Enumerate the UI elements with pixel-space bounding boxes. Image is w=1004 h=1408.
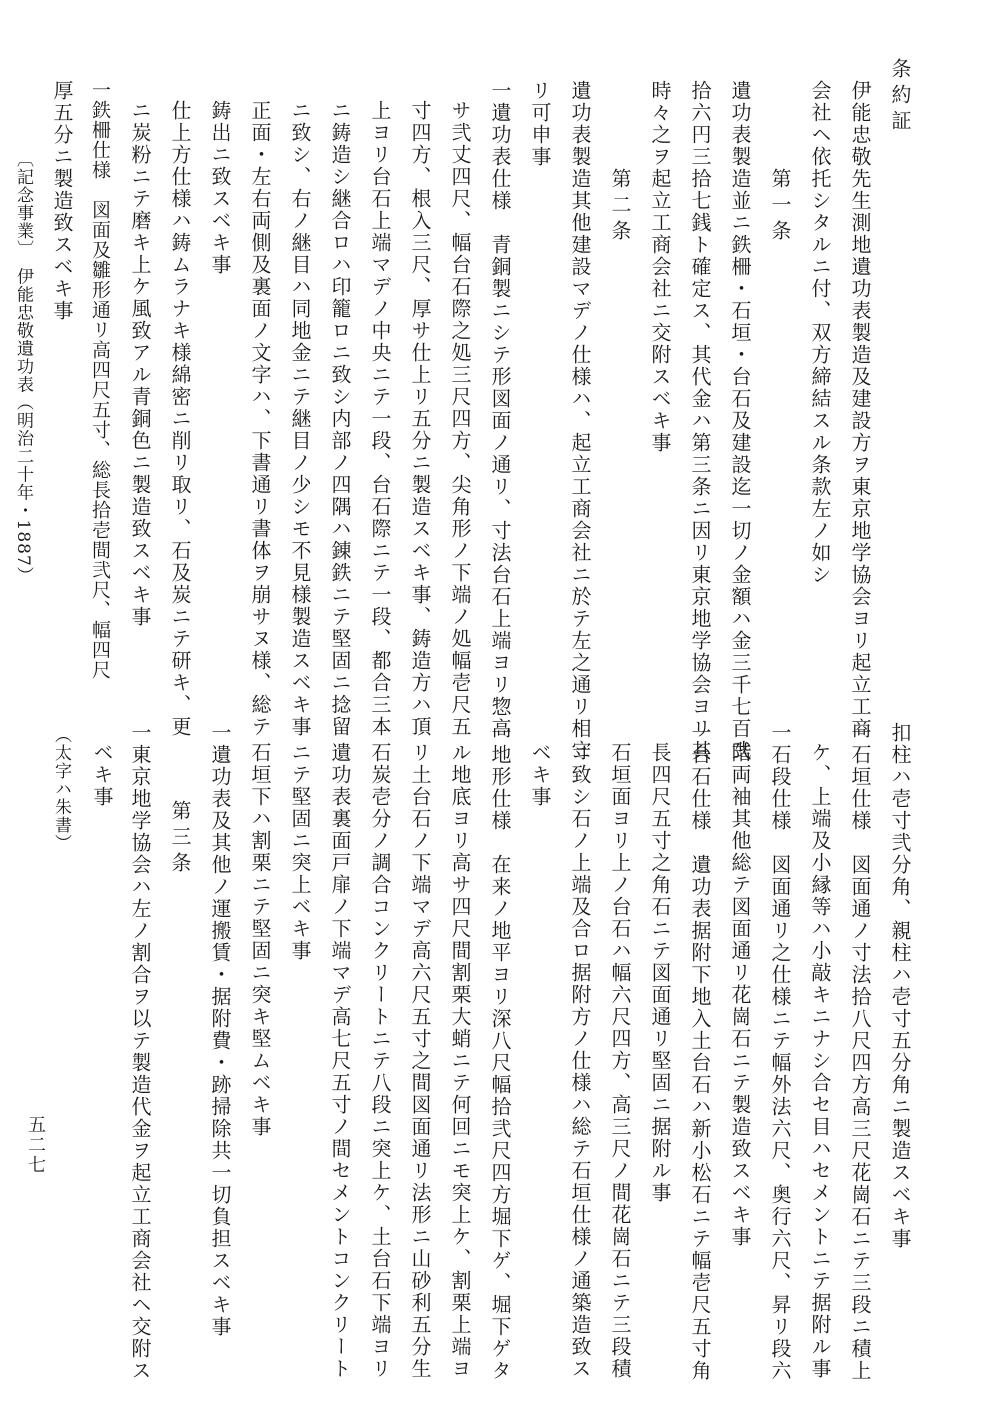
text-column: 一台石仕様 遺功表据附下地入土台石ハ新小松石ニテ幅壱尺五寸角: [688, 722, 712, 1382]
text-column: 会社ヘ依托シタルニ付、双方締結スル条款左ノ如シ: [808, 80, 832, 586]
article-heading: 第三条: [168, 800, 192, 878]
text-column: 伊能忠敬先生測地遺功表製造及建設方ヲ東京地学協会ヨリ起立工商: [848, 80, 872, 740]
text-column: ニ致シ、右ノ継目ハ同地金ニテ継目ノ少シモ不見様製造スベキ事: [288, 100, 312, 738]
text-column: ニ致シ石ノ上端及合ロ据附方ノ仕様ハ総テ石垣仕様ノ通築造致ス: [568, 742, 592, 1380]
text-column: 長四尺五寸之角石ニテ図面通リ堅固ニ据附ル事: [648, 742, 672, 1204]
text-column: ル地底ヨリ高サ四尺間割栗大蛸ニテ何回ニモ突上ケ、割栗上端ヨ: [448, 742, 472, 1380]
article-heading: 第二条: [608, 168, 632, 246]
text-column: 遺功表製造並ニ鉄柵・石垣・台石及建設迄一切ノ金額ハ金三千七百弐: [728, 80, 752, 762]
text-column: ケ、上端及小縁等ハ小敲キニナシ合セ目ハセメントニテ据附ル事: [808, 742, 832, 1380]
text-column: 一東京地学協会ハ左ノ割合ヲ以テ製造代金ヲ起立工商会社ヘ交附ス: [128, 722, 152, 1382]
annotation-note: （太字ハ朱書）: [51, 726, 71, 852]
title-jouyakushou: 条約証: [888, 58, 912, 136]
text-column: ベキ事: [528, 742, 552, 808]
text-column: 拾六円三拾七銭ト確定ス、其代金ハ第三条ニ因リ東京地学協会ヨリ其: [688, 80, 712, 762]
running-footer: 〔記念事業〕 伊能忠敬遺功表（明治二十年・1887）: [13, 150, 33, 585]
text-column: 上ヨリ台石上端マデノ中央ニテ一段、台石際ニテ一段、都合三本: [368, 100, 392, 738]
text-column: 一石垣仕様 図面通ノ寸法拾八尺四方高三尺花崗石ニテ三段ニ積上: [848, 722, 872, 1382]
text-column: 正面・左右両側及裏面ノ文字ハ、下書通リ書体ヲ崩サヌ様、総テ: [248, 100, 272, 738]
text-column: ベキ事: [90, 742, 114, 808]
text-column: 一鉄柵仕様 図面及雛形通リ高四尺五寸、総長拾壱間弐尺、幅四尺: [89, 80, 111, 680]
text-column: 厚五分ニ製造致スベキ事: [50, 80, 74, 322]
text-column: 扣柱ハ壱寸弐分角、親柱ハ壱寸五分角ニ製造スベキ事: [888, 722, 912, 1250]
text-column: 階両袖其他総テ図面通リ花崗石ニテ製造致スベキ事: [728, 742, 752, 1248]
text-column: 遺功表裏面戸扉ノ下端マデ高七尺五寸ノ間セメントコンクリート: [328, 742, 352, 1380]
text-column: サ弐丈四尺、幅台石際之処三尺四方、尖角形ノ下端ノ処幅壱尺五: [448, 100, 472, 738]
text-column: ニ鋳造シ継合ロハ印籠ロニ致シ内部ノ四隅ハ錬鉄ニテ堅固ニ捻留: [328, 100, 352, 738]
text-column: 一遺功表及其他ノ運搬賃・据附費・跡掃除共一切負担スベキ事: [208, 722, 232, 1338]
text-column: 一遺功表仕様 青銅製ニシテ形図面ノ通リ、寸法台石上端ヨリ惣高: [488, 80, 512, 740]
text-column: 石垣面ヨリ上ノ台石ハ幅六尺四方、高三尺ノ間花崗石ニテ三段積: [608, 742, 632, 1380]
text-column: 寸四方、根入三尺、厚サ仕上リ五分ニ製造スベキ事、鋳造方ハ頂: [408, 100, 432, 738]
text-column: 仕上方仕様ハ鋳ムラナキ様綿密ニ削リ取リ、石及炭ニテ研キ、更: [168, 100, 192, 738]
text-column: リ可申事: [528, 80, 552, 168]
text-column: 時々之ヲ起立工商会社ニ交附スベキ事: [648, 80, 672, 454]
article-heading: 第一条: [768, 168, 792, 246]
text-column: 石垣下ハ割栗ニテ堅固ニ突キ堅ムベキ事: [248, 742, 272, 1138]
text-column: 遺功表製造其他建設マデノ仕様ハ、起立工商会社ニ於テ左之通リ相守: [568, 80, 592, 762]
text-column: リ土台石ノ下端マデ高六尺五寸之間図面通リ法形ニ山砂利五分生: [408, 742, 432, 1380]
text-column: ニ炭粉ニテ磨キ上ケ風致アル青銅色ニ製造致スベキ事: [128, 100, 152, 628]
text-column: 一地形仕様 在来ノ地平ヨリ深八尺幅拾弐尺四方堀下ゲ、堀下ゲタ: [488, 722, 512, 1382]
text-column: 石炭壱分ノ調合コンクリートニテ八段ニ突上ケ、土台石下端ヨリ: [368, 742, 392, 1380]
page-number: 五二七: [25, 1115, 46, 1175]
text-column: 一石段仕様 図面通リ之仕様ニテ幅外法六尺、奥行六尺、昇リ段六: [768, 722, 792, 1382]
text-column: ニテ堅固ニ突上ベキ事: [288, 742, 312, 962]
text-column: 鋳出ニ致スベキ事: [208, 100, 232, 276]
